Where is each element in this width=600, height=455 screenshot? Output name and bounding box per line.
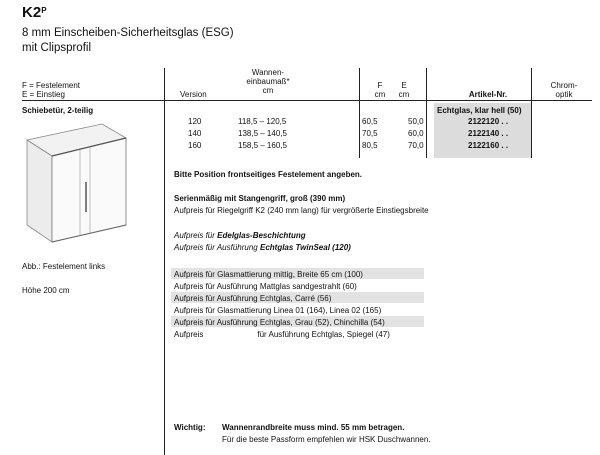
title-superscript: P	[41, 6, 47, 15]
glass-type: Echtglas, klar hell (50)	[437, 106, 522, 115]
col-f: F cm	[374, 81, 386, 99]
col-wanne: Wannen- einbaumaß* cm	[246, 68, 290, 95]
subtitle-profile: mit Clipsprofil	[22, 42, 92, 54]
riegel-note: Aufpreis für Riegelgriff K2 (240 mm lang) für vergrößerte Einstiegsbreite	[174, 206, 429, 215]
list-item: Aufpreis für Ausführung Echtglas, Carré (56)	[174, 294, 332, 303]
image-caption: Abb.: Festelement links	[22, 262, 106, 271]
divider-f	[359, 68, 360, 158]
list-item: Aufpreis für Ausführung Echtglas, Spiegel (47)	[174, 330, 390, 339]
twinseal-note: Aufpreis für Ausführung Echtglas TwinSeal (120)	[174, 243, 351, 252]
legend-e: E = Einstieg	[22, 90, 65, 99]
divider-artikel	[426, 68, 427, 158]
important-label: Wichtig:	[174, 423, 206, 432]
subtitle-glass: 8 mm Einscheiben-Sicherheitsglas (ESG)	[22, 27, 234, 39]
shower-door-illustration	[22, 120, 132, 250]
list-item: Aufpreis für Glasmattierung mittig, Breite 65 cm (100)	[174, 270, 363, 279]
col-artikel: Artikel-Nr.	[468, 90, 508, 99]
legend	[22, 81, 80, 99]
important-line2: Für die beste Passform empfehlen wir HSK Duschwannen.	[222, 435, 431, 444]
divider-chrom	[531, 68, 532, 158]
list-item: Aufpreis für Ausführung Mattglas sandgestrahlt (60)	[174, 282, 357, 291]
edelglas-note: Aufpreis für Edelglas-Beschichtung	[174, 231, 306, 240]
col-version: Version	[180, 90, 207, 99]
list-item: Aufpreis für Glasmattierung Linea 01 (164), Linea 02 (165)	[174, 306, 382, 315]
serial-note: Serienmäßig mit Stangengriff, groß (390 mm)	[174, 194, 346, 203]
list-item: Aufpreis für Ausführung Echtglas, Grau (52), Chinchilla (54)	[174, 318, 385, 327]
divider-main	[164, 68, 165, 455]
product-name: Schiebetür, 2-teilig	[22, 106, 94, 115]
header-rule	[22, 100, 592, 101]
product-title: $K2^P$	[22, 4, 47, 21]
position-note: Bitte Position frontseitiges Festelement angeben.	[174, 170, 363, 179]
legend-f: F = Festelement	[22, 81, 81, 90]
height-info: Höhe 200 cm	[22, 286, 70, 295]
important-line1: Wannenrandbreite muss mind. 55 mm betragen.	[222, 423, 405, 432]
col-e: E cm	[398, 81, 410, 99]
col-chrom: Chrom- optik	[550, 81, 578, 99]
